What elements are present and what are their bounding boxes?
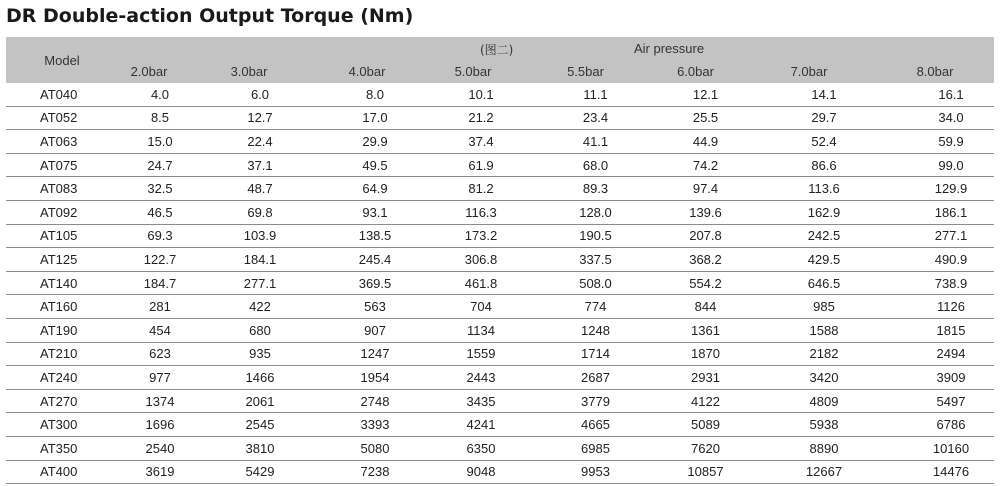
torque-value-cell: 4241 xyxy=(424,413,530,437)
torque-value-cell: 68.0 xyxy=(530,153,641,177)
torque-value-cell: 4809 xyxy=(750,389,868,413)
pressure-header-cell: 3.0bar xyxy=(204,60,318,83)
torque-value-cell: 461.8 xyxy=(424,271,530,295)
torque-value-cell: 1954 xyxy=(318,366,424,390)
torque-value-cell: 8.0 xyxy=(318,83,424,106)
torque-value-cell: 2931 xyxy=(641,366,750,390)
torque-value-cell: 369.5 xyxy=(318,271,424,295)
torque-value-cell: 704 xyxy=(424,295,530,319)
model-cell: AT210 xyxy=(6,342,118,366)
torque-value-cell: 46.5 xyxy=(118,200,204,224)
torque-value-cell: 1248 xyxy=(530,318,641,342)
torque-value-cell: 190.5 xyxy=(530,224,641,248)
torque-value-cell: 3393 xyxy=(318,413,424,437)
pressure-header-cell: 5.0bar xyxy=(424,60,530,83)
pressure-header-cell: 6.0bar xyxy=(641,60,750,83)
model-cell: AT160 xyxy=(6,295,118,319)
torque-value-cell: 49.5 xyxy=(318,153,424,177)
torque-value-cell: 29.7 xyxy=(750,106,868,130)
torque-value-cell: 97.4 xyxy=(641,177,750,201)
torque-value-cell: 935 xyxy=(204,342,318,366)
torque-value-cell: 69.3 xyxy=(118,224,204,248)
model-cell: AT075 xyxy=(6,153,118,177)
torque-value-cell: 281 xyxy=(118,295,204,319)
torque-value-cell: 907 xyxy=(318,318,424,342)
model-cell: AT350 xyxy=(6,436,118,460)
model-cell: AT190 xyxy=(6,318,118,342)
torque-value-cell: 23.4 xyxy=(530,106,641,130)
torque-value-cell: 3779 xyxy=(530,389,641,413)
torque-value-cell: 2443 xyxy=(424,366,530,390)
table-row xyxy=(6,342,994,366)
torque-value-cell: 81.2 xyxy=(424,177,530,201)
torque-value-cell: 41.1 xyxy=(530,130,641,154)
torque-value-cell: 4665 xyxy=(530,413,641,437)
model-cell: AT300 xyxy=(6,413,118,437)
torque-value-cell: 3909 xyxy=(868,366,994,390)
torque-value-cell: 8890 xyxy=(750,436,868,460)
torque-value-cell: 245.4 xyxy=(318,248,424,272)
torque-value-cell: 48.7 xyxy=(204,177,318,201)
torque-value-cell: 3619 xyxy=(118,460,204,484)
pressure-header-cell: 2.0bar xyxy=(118,60,204,83)
torque-value-cell: 173.2 xyxy=(424,224,530,248)
torque-value-cell: 2182 xyxy=(750,342,868,366)
torque-value-cell: 29.9 xyxy=(318,130,424,154)
model-cell: AT083 xyxy=(6,177,118,201)
torque-value-cell: 680 xyxy=(204,318,318,342)
torque-value-cell: 6.0 xyxy=(204,83,318,106)
table-row xyxy=(6,271,994,295)
torque-value-cell: 5429 xyxy=(204,460,318,484)
torque-value-cell: 844 xyxy=(641,295,750,319)
torque-value-cell: 14476 xyxy=(868,460,994,484)
table-row xyxy=(6,460,994,484)
model-cell: AT240 xyxy=(6,366,118,390)
torque-value-cell: 3810 xyxy=(204,436,318,460)
table-row xyxy=(6,389,994,413)
torque-value-cell: 44.9 xyxy=(641,130,750,154)
torque-table xyxy=(6,37,994,484)
torque-value-cell: 34.0 xyxy=(868,106,994,130)
table-row xyxy=(6,83,994,106)
table-body xyxy=(6,83,994,484)
torque-value-cell: 93.1 xyxy=(318,200,424,224)
torque-value-cell: 15.0 xyxy=(118,130,204,154)
torque-value-cell: 59.9 xyxy=(868,130,994,154)
torque-value-cell: 646.5 xyxy=(750,271,868,295)
torque-value-cell: 1870 xyxy=(641,342,750,366)
model-cell: AT270 xyxy=(6,389,118,413)
torque-value-cell: 11.1 xyxy=(530,83,641,106)
table-row xyxy=(6,177,994,201)
figure-note-label: (图二) xyxy=(480,43,514,57)
torque-value-cell: 37.4 xyxy=(424,130,530,154)
air-pressure-group-header xyxy=(118,37,994,60)
torque-value-cell: 623 xyxy=(118,342,204,366)
table-row xyxy=(6,413,994,437)
torque-value-cell: 9953 xyxy=(530,460,641,484)
torque-value-cell: 508.0 xyxy=(530,271,641,295)
pressure-header-cell: 8.0bar xyxy=(868,60,994,83)
model-column-header: Model xyxy=(6,37,118,83)
pressure-header-cell: 5.5bar xyxy=(530,60,641,83)
torque-value-cell: 1134 xyxy=(424,318,530,342)
torque-value-cell: 306.8 xyxy=(424,248,530,272)
pressure-header-cell: 7.0bar xyxy=(750,60,868,83)
torque-value-cell: 184.1 xyxy=(204,248,318,272)
torque-value-cell: 1815 xyxy=(868,318,994,342)
table-row xyxy=(6,318,994,342)
pressure-header-row xyxy=(6,60,994,83)
table-row xyxy=(6,366,994,390)
torque-value-cell: 52.4 xyxy=(750,130,868,154)
torque-value-cell: 242.5 xyxy=(750,224,868,248)
torque-value-cell: 5080 xyxy=(318,436,424,460)
torque-value-cell: 277.1 xyxy=(868,224,994,248)
torque-value-cell: 74.2 xyxy=(641,153,750,177)
torque-value-cell: 1361 xyxy=(641,318,750,342)
torque-value-cell: 10160 xyxy=(868,436,994,460)
torque-value-cell: 2494 xyxy=(868,342,994,366)
torque-value-cell: 1466 xyxy=(204,366,318,390)
torque-value-cell: 32.5 xyxy=(118,177,204,201)
torque-value-cell: 89.3 xyxy=(530,177,641,201)
torque-value-cell: 554.2 xyxy=(641,271,750,295)
torque-value-cell: 9048 xyxy=(424,460,530,484)
torque-value-cell: 16.1 xyxy=(868,83,994,106)
torque-value-cell: 184.7 xyxy=(118,271,204,295)
model-cell: AT063 xyxy=(6,130,118,154)
torque-value-cell: 738.9 xyxy=(868,271,994,295)
torque-value-cell: 12.7 xyxy=(204,106,318,130)
torque-value-cell: 4122 xyxy=(641,389,750,413)
torque-value-cell: 1374 xyxy=(118,389,204,413)
torque-value-cell: 61.9 xyxy=(424,153,530,177)
torque-value-cell: 25.5 xyxy=(641,106,750,130)
pressure-header-cell: 4.0bar xyxy=(318,60,424,83)
torque-value-cell: 774 xyxy=(530,295,641,319)
torque-value-cell: 10.1 xyxy=(424,83,530,106)
torque-value-cell: 113.6 xyxy=(750,177,868,201)
torque-value-cell: 6786 xyxy=(868,413,994,437)
torque-value-cell: 122.7 xyxy=(118,248,204,272)
torque-value-cell: 103.9 xyxy=(204,224,318,248)
model-cell: AT400 xyxy=(6,460,118,484)
torque-value-cell: 2748 xyxy=(318,389,424,413)
torque-value-cell: 207.8 xyxy=(641,224,750,248)
torque-value-cell: 116.3 xyxy=(424,200,530,224)
torque-value-cell: 139.6 xyxy=(641,200,750,224)
table-row xyxy=(6,224,994,248)
torque-value-cell: 99.0 xyxy=(868,153,994,177)
torque-value-cell: 64.9 xyxy=(318,177,424,201)
torque-value-cell: 6985 xyxy=(530,436,641,460)
table-row xyxy=(6,200,994,224)
torque-value-cell: 1696 xyxy=(118,413,204,437)
torque-value-cell: 5938 xyxy=(750,413,868,437)
torque-value-cell: 128.0 xyxy=(530,200,641,224)
table-row xyxy=(6,436,994,460)
torque-value-cell: 3420 xyxy=(750,366,868,390)
torque-value-cell: 2545 xyxy=(204,413,318,437)
torque-value-cell: 186.1 xyxy=(868,200,994,224)
torque-value-cell: 5497 xyxy=(868,389,994,413)
torque-value-cell: 368.2 xyxy=(641,248,750,272)
torque-value-cell: 2540 xyxy=(118,436,204,460)
table-row xyxy=(6,106,994,130)
torque-value-cell: 977 xyxy=(118,366,204,390)
torque-value-cell: 8.5 xyxy=(118,106,204,130)
torque-value-cell: 37.1 xyxy=(204,153,318,177)
torque-value-cell: 4.0 xyxy=(118,83,204,106)
table-row xyxy=(6,130,994,154)
torque-value-cell: 422 xyxy=(204,295,318,319)
torque-value-cell: 2061 xyxy=(204,389,318,413)
torque-value-cell: 337.5 xyxy=(530,248,641,272)
model-cell: AT052 xyxy=(6,106,118,130)
torque-value-cell: 129.9 xyxy=(868,177,994,201)
torque-value-cell: 1588 xyxy=(750,318,868,342)
torque-value-cell: 429.5 xyxy=(750,248,868,272)
torque-value-cell: 138.5 xyxy=(318,224,424,248)
model-cell: AT105 xyxy=(6,224,118,248)
model-cell: AT125 xyxy=(6,248,118,272)
model-cell: AT092 xyxy=(6,200,118,224)
torque-value-cell: 7620 xyxy=(641,436,750,460)
torque-value-cell: 985 xyxy=(750,295,868,319)
torque-value-cell: 86.6 xyxy=(750,153,868,177)
torque-value-cell: 1714 xyxy=(530,342,641,366)
torque-value-cell: 490.9 xyxy=(868,248,994,272)
model-cell: AT040 xyxy=(6,83,118,106)
torque-value-cell: 69.8 xyxy=(204,200,318,224)
torque-value-cell: 17.0 xyxy=(318,106,424,130)
table-row xyxy=(6,295,994,319)
air-pressure-label: Air pressure xyxy=(634,41,705,56)
torque-value-cell: 22.4 xyxy=(204,130,318,154)
torque-value-cell: 1247 xyxy=(318,342,424,366)
page-title: DR Double-action Output Torque (Nm) xyxy=(6,5,414,27)
torque-value-cell: 12.1 xyxy=(641,83,750,106)
table-row xyxy=(6,248,994,272)
torque-value-cell: 1559 xyxy=(424,342,530,366)
torque-value-cell: 162.9 xyxy=(750,200,868,224)
table-row xyxy=(6,153,994,177)
torque-value-cell: 2687 xyxy=(530,366,641,390)
model-cell: AT140 xyxy=(6,271,118,295)
torque-value-cell: 563 xyxy=(318,295,424,319)
torque-value-cell: 454 xyxy=(118,318,204,342)
torque-value-cell: 6350 xyxy=(424,436,530,460)
torque-value-cell: 7238 xyxy=(318,460,424,484)
torque-value-cell: 277.1 xyxy=(204,271,318,295)
torque-value-cell: 10857 xyxy=(641,460,750,484)
torque-value-cell: 24.7 xyxy=(118,153,204,177)
torque-value-cell: 5089 xyxy=(641,413,750,437)
torque-value-cell: 14.1 xyxy=(750,83,868,106)
torque-value-cell: 3435 xyxy=(424,389,530,413)
torque-value-cell: 12667 xyxy=(750,460,868,484)
torque-value-cell: 21.2 xyxy=(424,106,530,130)
torque-value-cell: 1126 xyxy=(868,295,994,319)
